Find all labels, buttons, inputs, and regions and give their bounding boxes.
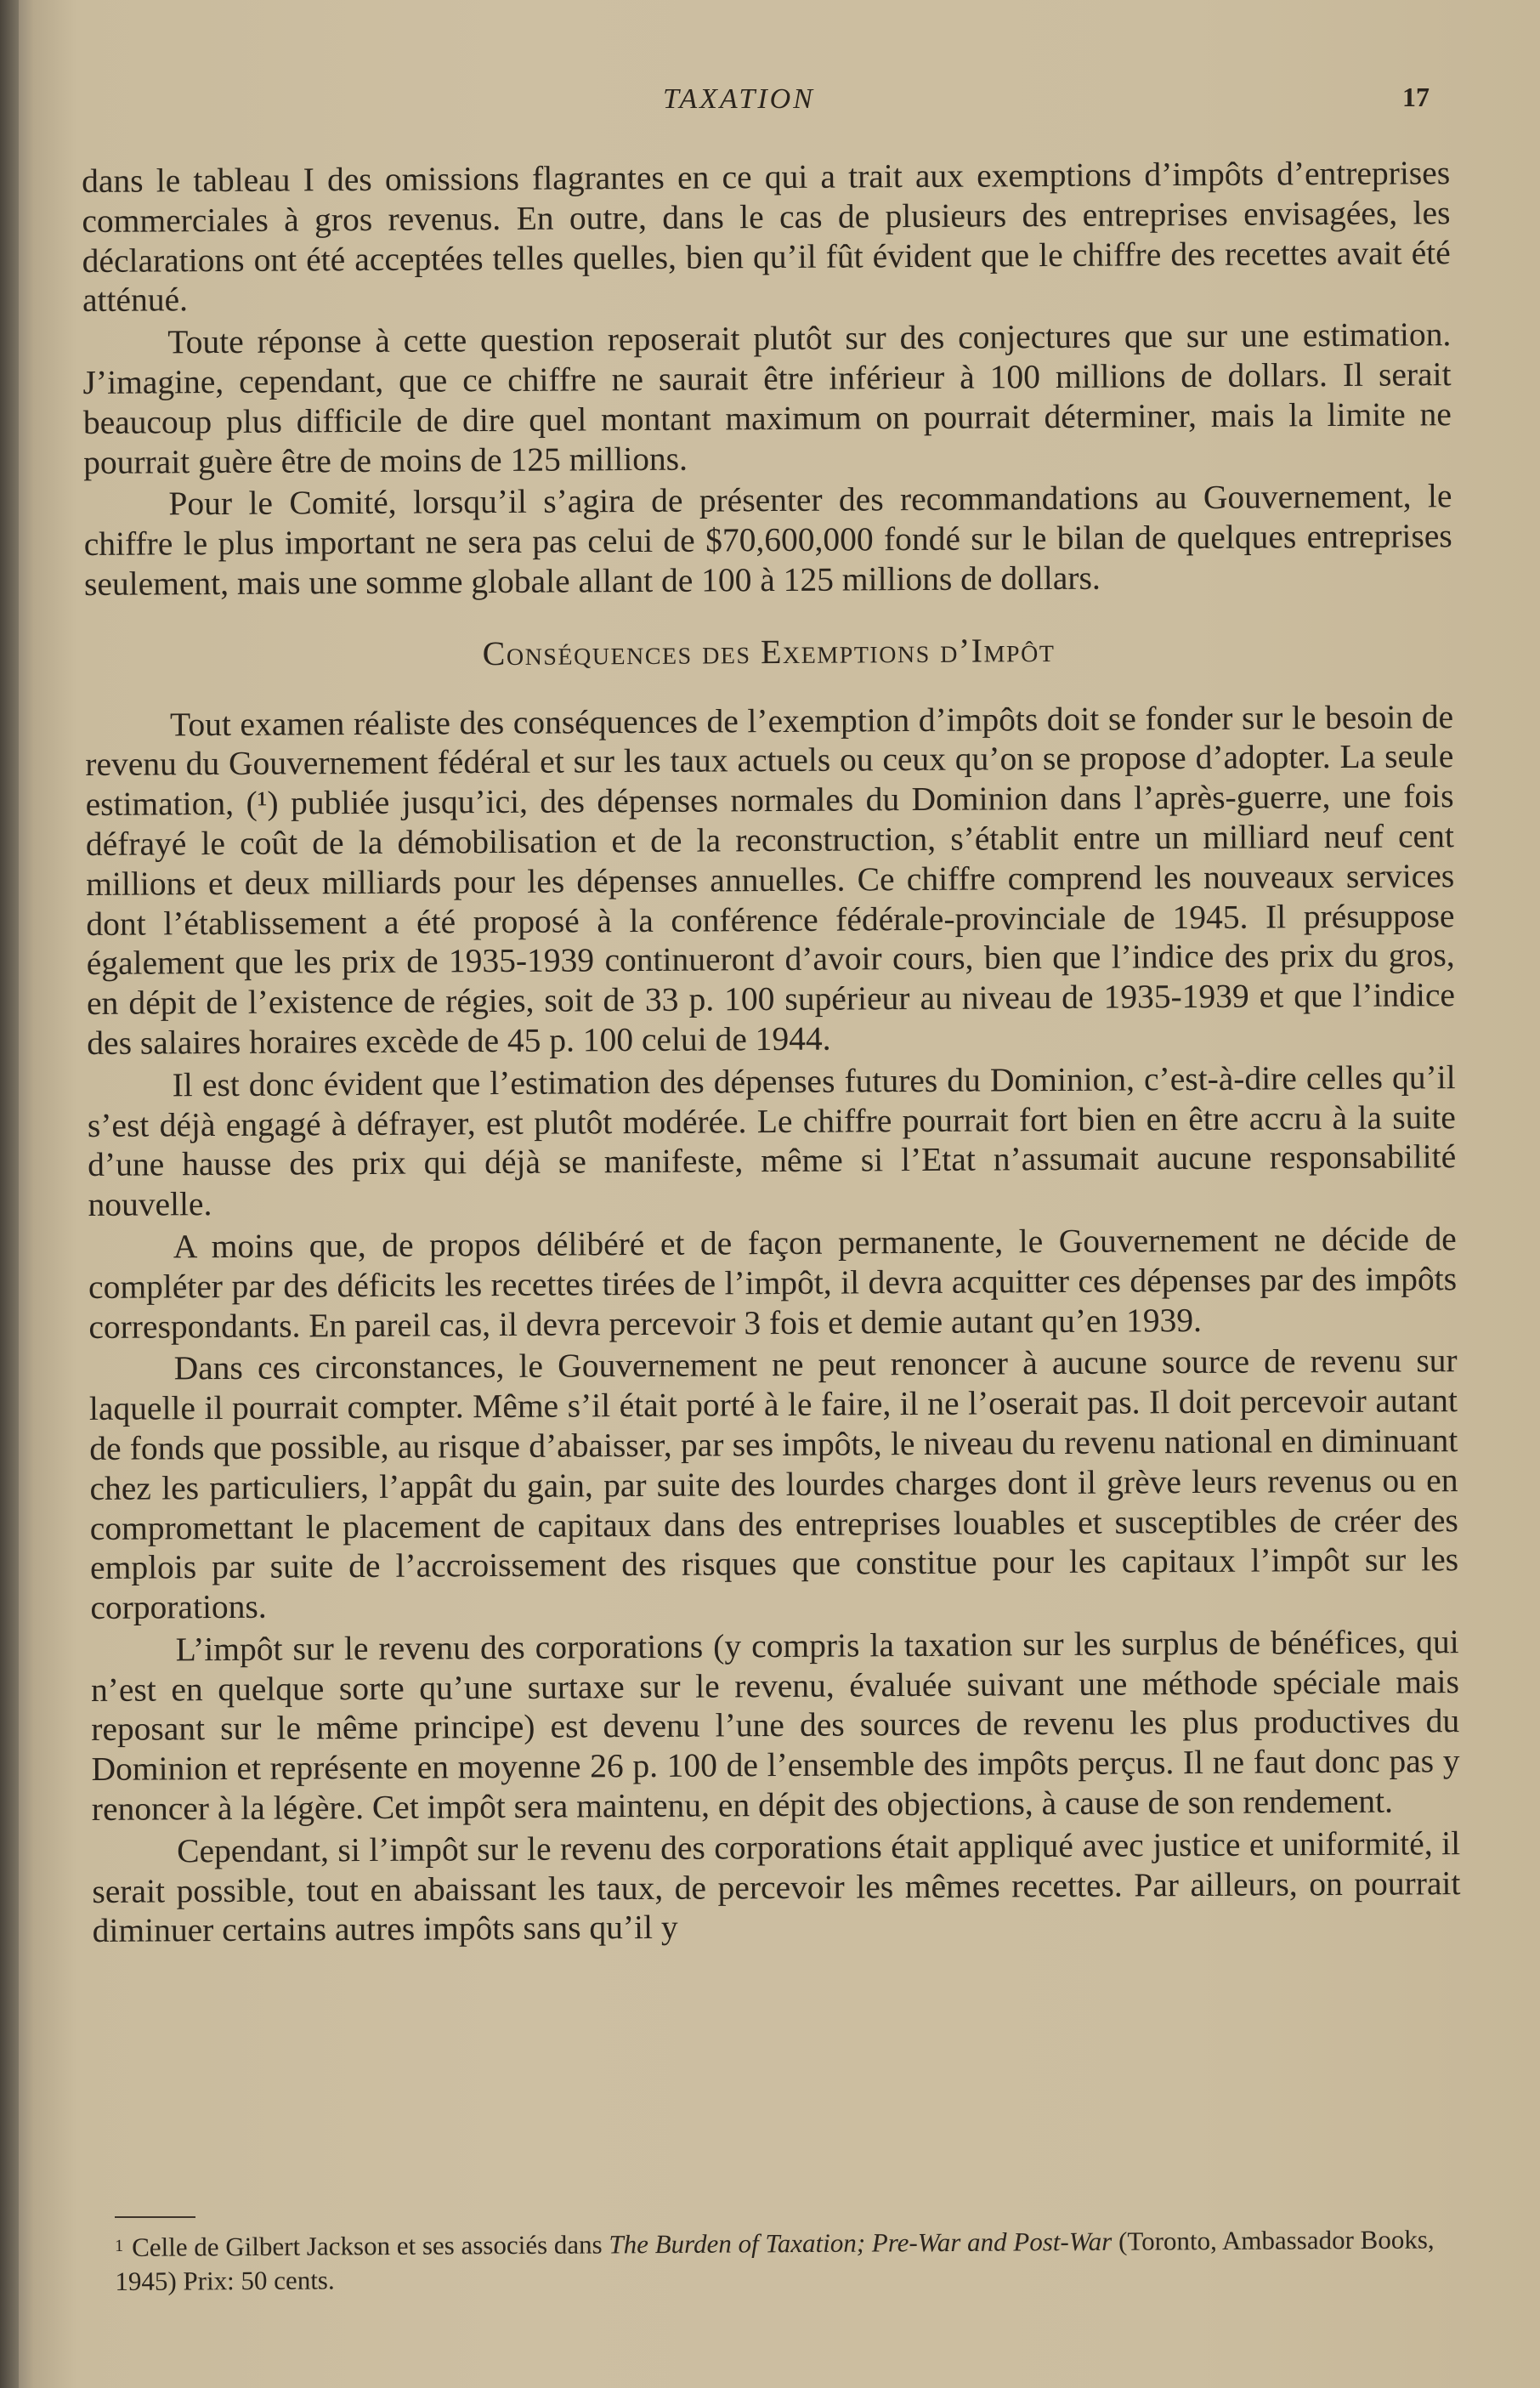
section-heading: Conséquences des Exemptions d’Impôt — [482, 630, 1056, 672]
footnote — [115, 2221, 1466, 2299]
paragraph: Tout examen réaliste des conséquences de l’exemption d’impôts doit se fonder sur le besoin de revenu du Gouvernement fédéral et sur les taux actuels ou ceux qu’on se propose d’adopter. La seule estimation, (¹) publiée jusqu’ici, des dépenses normales du Dominion dans l’après-guerre, une fois défrayé le coût de la démobilisation et de la reconstruction, s’établit entre un milliard neuf cent millions et deux milliards pour les dépenses annuelles. Ce chiffre comprend les nouveaux services dont l’établissement a été proposé à la conférence fédérale-provinciale de 1945. Il présuppose également que les prix de 1935-1939 continueront d’avoir cours, bien que l’indice des prix du gros, en dépit de l’existence de régies, soit de 33 p. 100 supérieur au niveau de 1935-1939 et que l’indice des salaires horaires excède de 45 p. 100 celui de 1944. — [85, 697, 1456, 1062]
footnote-book-title: The Burden of Taxation; Pre-War and Post-War — [609, 2226, 1113, 2260]
paragraph: Pour le Comité, lorsqu’il s’agira de présenter des recommandations au Gouvernement, le chiffre le plus important ne sera pas celui de $70,600,000 fondé sur le bilan de quelques entreprises seulement, mais une somme globale allant de 100 à 125 millions de dollars. — [83, 477, 1452, 603]
footnote-text-before: Celle de Gilbert Jackson et ses associés dans — [132, 2229, 609, 2262]
footnote-rule — [115, 2216, 195, 2218]
paragraph: L’impôt sur le revenu des corporations (y compris la taxation sur les surplus de bénéfices, qui n’est en quelque sorte qu’une surtaxe sur le revenu, évaluée suivant une méthode spéciale mais reposant sur le même principe) est devenu l’une des sources de revenu les plus productives du Dominion et représente en moyenne 26 p. 100 de l’ensemble des impôts perçus. Il ne faut donc pas y renoncer à la légère. Cet impôt sera maintenu, en dépit des objections, à cause de son rendement. — [90, 1623, 1460, 1829]
paragraph: dans le tableau I des omissions flagrantes en ce qui a trait aux exemptions d’impôts d’entreprises commerciales à gros revenus. En outre, dans le cas de plusieurs des entreprises envisagées, les déclarations ont été acceptées telles quelles, bien qu’il fût évident que le chiffre des recettes avait été atténué. — [82, 154, 1451, 320]
paragraph: Dans ces circonstances, le Gouvernement ne peut renoncer à aucune source de revenu sur laquelle il pourrait compter. Même s’il était porté à le faire, il ne l’oserait pas. Il doit percevoir autant de fonds que possible, au risque d’abaisser, par ses impôts, le niveau du revenu national en diminuant chez les particuliers, l’appât du gain, par suite des lourdes charges dont il grève leurs revenus ou en compromettant le placement de capitaux dans des entreprises louables et susceptibles de créer des emplois par suite de l’accroissement des risques que constitue pour les capitaux l’impôt sur les corporations. — [88, 1341, 1459, 1627]
book-spine — [0, 0, 19, 2388]
paragraph: Cependant, si l’impôt sur le revenu des corporations était appliqué avec justice et uniformité, il serait possible, tout en abaissant les taux, de percevoir les mêmes recettes. Par ailleurs, on pourrait diminuer certains autres impôts sans qu’il y — [92, 1824, 1461, 1950]
paragraph: Il est donc évident que l’estimation des dépenses futures du Dominion, c’est-à-dire celles qu’il s’est déjà engagé à défrayer, est plutôt modérée. Le chiffre pourrait fort bien en être accru à la suite d’une hausse des prix qui déjà se manifeste, même si l’Etat n’assumait aucune responsabilité nouvelle. — [87, 1058, 1457, 1224]
running-title: TAXATION — [663, 83, 815, 115]
page-header — [0, 83, 1540, 126]
paragraph: Toute réponse à cette question reposerait plutôt sur des conjectures que sur une estimation. J’imagine, cependant, que ce chiffre ne saurait être inférieur à 100 millions de dollars. Il serait beaucoup plus difficile de dire quel montant maximum on pourrait déterminer, mais la limite ne pourrait guère être de moins de 125 millions. — [82, 315, 1452, 481]
footnote-text-after: (Toronto, Ambassador Books, 1945) Prix: 50 cents. — [115, 2224, 1435, 2296]
body-text — [82, 153, 1461, 1954]
paragraph: A moins que, de propos délibéré et de façon permanente, le Gouvernement ne décide de compléter par des déficits les recettes tirées de l’impôt, il devra acquitter ces dépenses par des impôts correspondants. En pareil cas, il devra percevoir 3 fois et demie autant qu’en 1939. — [88, 1220, 1458, 1346]
page-number: 17 — [1402, 82, 1430, 112]
footnote-marker: 1 — [115, 2236, 124, 2255]
